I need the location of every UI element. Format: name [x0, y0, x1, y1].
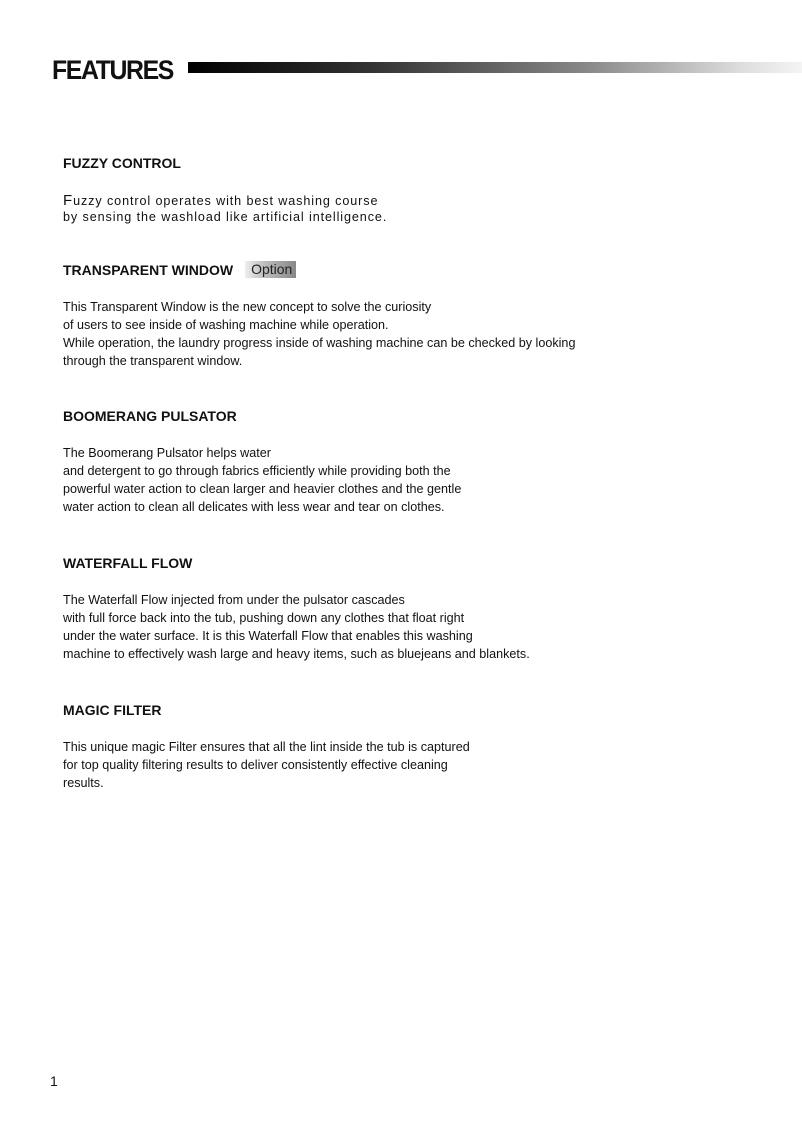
- section-boomerang-pulsator: [63, 408, 461, 516]
- section-heading: BOOMERANG PULSATOR: [63, 408, 237, 424]
- body-line: through the transparent window.: [63, 354, 243, 368]
- page-title: FEATURES: [52, 55, 173, 85]
- section-body: [63, 738, 470, 792]
- body-line: with full force back into the tub, pushing down any clothes that float right: [63, 611, 465, 625]
- section-heading: TRANSPARENT WINDOW: [63, 261, 234, 278]
- section-heading: MAGIC FILTER: [63, 702, 162, 718]
- section-body: [63, 444, 461, 516]
- section-magic-filter: [63, 702, 470, 792]
- section-body: [63, 193, 387, 225]
- body-line: of users to see inside of washing machine while operation.: [63, 318, 389, 332]
- section-body: [63, 591, 530, 663]
- option-badge: Option: [245, 261, 296, 278]
- body-line: water action to clean all delicates with less wear and tear on clothes.: [63, 500, 445, 514]
- body-line: machine to effectively wash large and heavy items, such as bluejeans and blankets.: [63, 647, 530, 661]
- body-line: The Boomerang Pulsator helps water: [63, 446, 271, 460]
- body-line: Fuzzy control operates with best washing course: [63, 192, 379, 209]
- body-line: The Waterfall Flow injected from under the pulsator cascades: [63, 593, 405, 607]
- section-heading: WATERFALL FLOW: [63, 555, 193, 571]
- section-transparent-window: [63, 261, 575, 370]
- body-line: powerful water action to clean larger and heavier clothes and the gentle: [63, 482, 462, 496]
- body-line: This unique magic Filter ensures that all the lint inside the tub is captured: [63, 740, 470, 754]
- section-body: [63, 298, 575, 370]
- page-number: 1: [50, 1073, 58, 1089]
- body-line: by sensing the washload like artificial intelligence.: [63, 210, 388, 224]
- title-gradient-bar: [188, 62, 802, 73]
- body-line: results.: [63, 776, 104, 790]
- section-fuzzy-control: [63, 155, 387, 225]
- section-heading-row: [63, 261, 575, 278]
- section-waterfall-flow: [63, 555, 530, 663]
- body-line: for top quality filtering results to deliver consistently effective cleaning: [63, 758, 448, 772]
- body-line: This Transparent Window is the new concept to solve the curiosity: [63, 300, 432, 314]
- body-line: While operation, the laundry progress inside of washing machine can be checked by looking: [63, 336, 576, 350]
- body-line: and detergent to go through fabrics efficiently while providing both the: [63, 464, 451, 478]
- section-heading: FUZZY CONTROL: [63, 155, 181, 171]
- body-line: under the water surface. It is this Waterfall Flow that enables this washing: [63, 629, 473, 643]
